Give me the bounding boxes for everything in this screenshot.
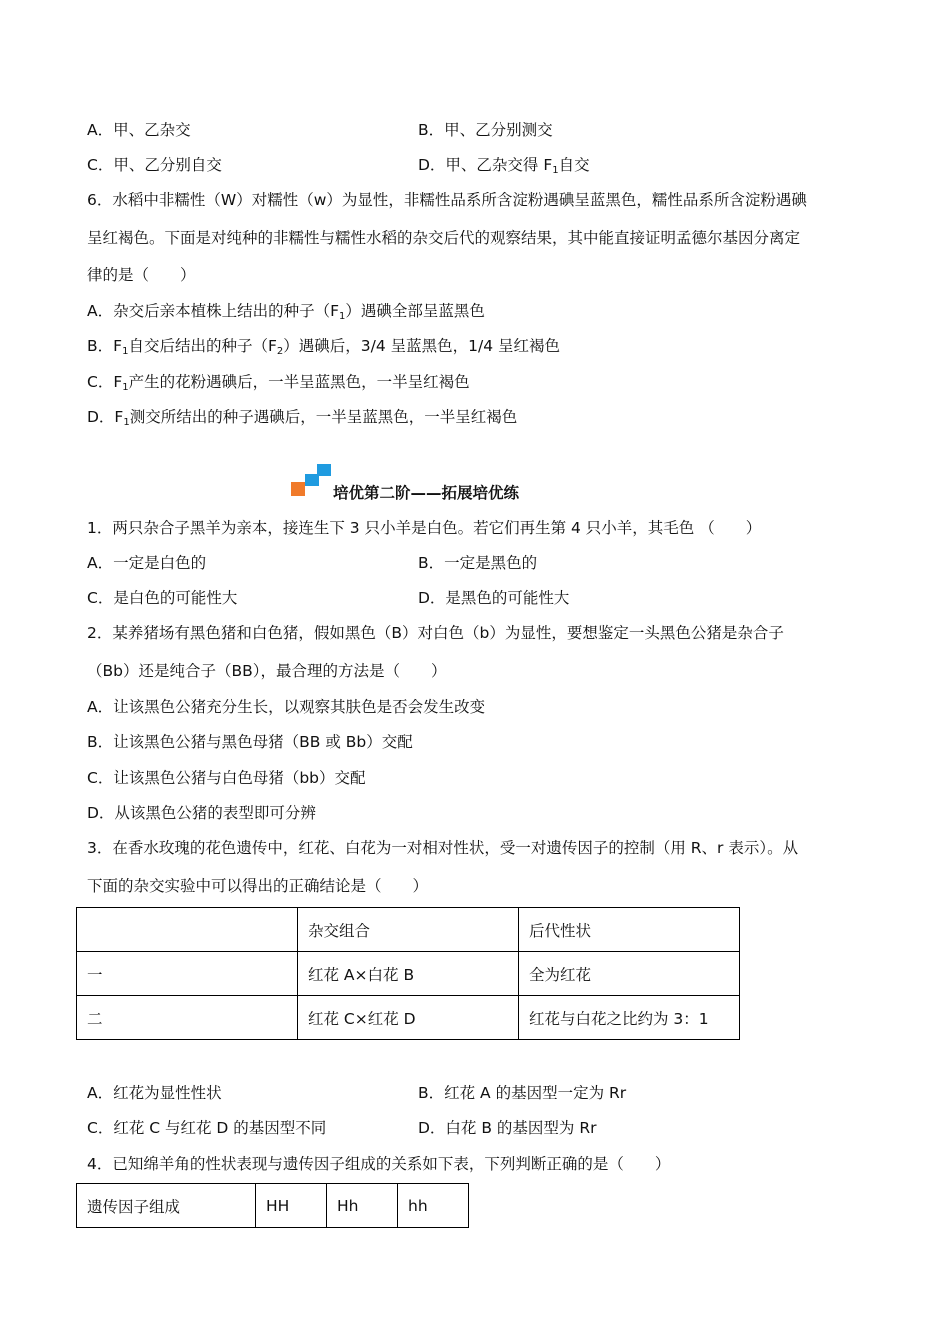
section-title: 培优第二阶——拓展培优练 [333, 484, 520, 502]
p3-option-c: C．红花 C 与红花 D 的基因型不同 [87, 1119, 327, 1137]
table-row [77, 1184, 469, 1228]
table-row [77, 996, 740, 1040]
q6-option-b: B．$F_1$自交后结出的种子$(F_2)$遇碘后，3/4 呈蓝黑色，1/4 呈红褐色 [87, 337, 560, 357]
p3-stem-line-2: 下面的杂交实验中可以得出的正确结论是（ ） [87, 877, 429, 895]
table-cell: hh [398, 1184, 469, 1228]
p1-option-d: D．是黑色的可能性大 [418, 589, 570, 607]
p1-option-b: B．一定是黑色的 [418, 554, 538, 572]
q6-option-a: A．杂交后亲本植株上结出的种子$(F_1)$遇碘全部呈蓝黑色 [87, 302, 485, 322]
section-logo-icon [291, 464, 333, 496]
p2-stem-line-2: （Bb）还是纯合子（BB），最合理的方法是（ ） [87, 662, 447, 680]
table-header-row [77, 908, 740, 952]
p2-option-d: D．从该黑色公猪的表型即可分辨 [87, 804, 316, 822]
q6-stem-line-3: 律的是（ ） [87, 266, 196, 284]
table-cell: 遗传因子组成 [77, 1184, 256, 1228]
table-cell: 后代性状 [519, 908, 740, 952]
p1-option-a: A．一定是白色的 [87, 554, 207, 572]
q5-option-c: C．甲、乙分别自交 [87, 156, 222, 174]
genotype-table [76, 1183, 469, 1228]
table-cell: 全为红花 [519, 952, 740, 996]
p1-stem: 1．两只杂合子黑羊为亲本，接连生下 3 只小羊是白色。若它们再生第 4 只小羊，其毛色 （ ） [87, 519, 762, 537]
p4-stem: 4．已知绵羊角的性状表现与遗传因子组成的关系如下表，下列判断正确的是（ ） [87, 1155, 671, 1173]
table-cell: HH [256, 1184, 327, 1228]
table-cell: 红花与白花之比约为 3：1 [519, 996, 740, 1040]
table-cell: 红花 C×红花 D [298, 996, 519, 1040]
table-cell: 一 [77, 952, 298, 996]
table-cell: Hh [327, 1184, 398, 1228]
p2-option-a: A．让该黑色公猪充分生长，以观察其肤色是否会发生改变 [87, 698, 486, 716]
q6-option-d: D．$F_1$测交所结出的种子遇碘后，一半呈蓝黑色，一半呈红褐色 [87, 408, 518, 428]
q6-stem-line-1: 6．水稻中非糯性（W）对糯性（w）为显性，非糯性品系所含淀粉遇碘呈蓝黑色，糯性品系所含淀粉遇碘 [87, 191, 807, 209]
table-cell: 红花 A×白花 B [298, 952, 519, 996]
p3-option-a: A．红花为显性性状 [87, 1084, 222, 1102]
p2-stem-line-1: 2．某养猪场有黑色猪和白色猪，假如黑色（B）对白色（b）为显性，要想鉴定一头黑色公猪是杂合子 [87, 624, 784, 642]
p2-option-c: C．让该黑色公猪与白色母猪（bb）交配 [87, 769, 366, 787]
p3-option-d: D．白花 B 的基因型为 Rr [418, 1119, 597, 1137]
table-cell [77, 908, 298, 952]
q6-option-c: C．$F_1$产生的花粉遇碘后，一半呈蓝黑色，一半呈红褐色 [87, 373, 470, 393]
q6-stem-line-2: 呈红褐色。下面是对纯种的非糯性与糯性水稻的杂交后代的观察结果，其中能直接证明孟德尔基因分离定 [87, 229, 801, 247]
p3-stem-line-1: 3．在香水玫瑰的花色遗传中，红花、白花为一对相对性状，受一对遗传因子的控制（用 R、r 表示）。从 [87, 839, 799, 857]
p1-option-c: C．是白色的可能性大 [87, 589, 238, 607]
q5-option-b: B．甲、乙分别测交 [418, 121, 553, 139]
table-cell: 杂交组合 [298, 908, 519, 952]
p2-option-b: B．让该黑色公猪与黑色母猪（BB 或 Bb）交配 [87, 733, 413, 751]
p3-option-b: B．红花 A 的基因型一定为 Rr [418, 1084, 627, 1102]
table-cell: 二 [77, 996, 298, 1040]
q5-option-d: D．甲、乙杂交得 $F_1$自交 [418, 156, 590, 176]
q5-option-a: A．甲、乙杂交 [87, 121, 191, 139]
table-row [77, 952, 740, 996]
cross-experiment-table [76, 907, 740, 1040]
